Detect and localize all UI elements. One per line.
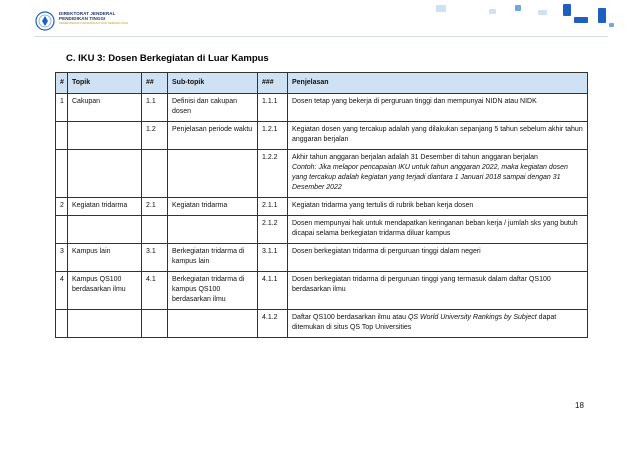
iku-table <box>55 72 588 338</box>
decorative-block <box>609 23 614 27</box>
cell-subtopik: Definisi dan cakupan dosen <box>168 94 258 122</box>
cell-subtopik: Kegiatan tridarma <box>168 198 258 216</box>
cell-code: 3.1.1 <box>258 244 288 272</box>
header-topik: Topik <box>68 73 142 94</box>
cell-no: 4 <box>56 272 68 310</box>
cell-penjelasan <box>288 150 588 198</box>
cell-subno: 3.1 <box>142 244 168 272</box>
cell-code: 2.1.1 <box>258 198 288 216</box>
cell-no: 1 <box>56 94 68 122</box>
penjelasan-example: Contoh: Jika melapor pencapaian IKU untuk tahun anggaran 2022, maka kegiatan dosen yang tercakup adalah kegiatan yang terjadi diantara 1 Januari 2018 sampai dengan 31 Desember 2022 <box>292 164 568 191</box>
org-name <box>59 12 179 25</box>
ministry-logo-icon <box>35 11 55 31</box>
cell-subtopik: Berkegiatan tridarma di kampus lain <box>168 244 258 272</box>
cell-code: 4.1.1 <box>258 272 288 310</box>
header-no: # <box>56 73 68 94</box>
cell-penjelasan: Dosen tetap yang bekerja di perguruan tinggi dan mempunyai NIDN atau NIDK <box>288 94 588 122</box>
cell-subtopik: Berkegiatan tridarma di kampus QS100 berdasarkan ilmu <box>168 272 258 310</box>
table-row <box>56 150 588 198</box>
table-row <box>56 94 588 122</box>
cell-topik <box>68 150 142 198</box>
table-row <box>56 198 588 216</box>
cell-no <box>56 122 68 150</box>
cell-no: 3 <box>56 244 68 272</box>
cell-topik: Kegiatan tridarma <box>68 198 142 216</box>
cell-penjelasan: Dosen berkegiatan tridarma di perguruan tinggi dalam negeri <box>288 244 588 272</box>
cell-subno: 1.1 <box>142 94 168 122</box>
penjelasan-tail: dapat ditemukan di situs QS Top Universities <box>292 314 557 331</box>
cell-no <box>56 310 68 338</box>
cell-topik <box>68 122 142 150</box>
header-divider <box>34 36 608 37</box>
decorative-block <box>436 5 446 12</box>
cell-penjelasan: Dosen berkegiatan tridarma di perguruan tinggi yang termasuk dalam daftar QS100 berdasarkan ilmu <box>288 272 588 310</box>
header-subno: ## <box>142 73 168 94</box>
cell-no <box>56 150 68 198</box>
cell-subtopik <box>168 150 258 198</box>
header-penjelasan: Penjelasan <box>288 73 588 94</box>
decorative-block <box>489 9 496 14</box>
cell-subno: 2.1 <box>142 198 168 216</box>
cell-subno <box>142 310 168 338</box>
table-row <box>56 122 588 150</box>
page-number: 18 <box>575 401 584 410</box>
cell-penjelasan: Dosen mempunyai hak untuk mendapatkan keringanan beban kerja / jumlah sks yang butuh dicapai selama berkegiatan tridarma diluar kampus <box>288 216 588 244</box>
cell-subno: 1.2 <box>142 122 168 150</box>
decorative-block <box>563 4 571 16</box>
cell-subno: 4.1 <box>142 272 168 310</box>
org-line1: DIREKTORAT JENDERAL <box>59 11 116 16</box>
table-row <box>56 272 588 310</box>
table-row <box>56 310 588 338</box>
cell-topik <box>68 310 142 338</box>
header-subtopik: Sub-topik <box>168 73 258 94</box>
section-title: C. IKU 3: Dosen Berkegiatan di Luar Kampus <box>66 53 269 64</box>
cell-code: 2.1.2 <box>258 216 288 244</box>
penjelasan-ranking-name: QS World University Rankings by Subject <box>407 314 537 321</box>
cell-penjelasan: Kegiatan tridarma yang tertulis di rubrik beban kerja dosen <box>288 198 588 216</box>
cell-subtopik <box>168 310 258 338</box>
decorative-block <box>538 10 547 15</box>
cell-code: 1.1.1 <box>258 94 288 122</box>
cell-topik: Kampus QS100 berdasarkan ilmu <box>68 272 142 310</box>
penjelasan-text: Daftar QS100 berdasarkan ilmu atau <box>292 314 408 321</box>
decorative-block <box>515 5 521 11</box>
cell-code: 1.2.2 <box>258 150 288 198</box>
table-row <box>56 244 588 272</box>
table-header-row <box>56 73 588 94</box>
cell-topik <box>68 216 142 244</box>
cell-penjelasan <box>288 310 588 338</box>
penjelasan-text: Akhir tahun anggaran berjalan adalah 31 Desember di tahun anggaran berjalan <box>292 154 538 161</box>
decorative-block <box>574 17 588 23</box>
cell-subno <box>142 150 168 198</box>
cell-topik: Kampus lain <box>68 244 142 272</box>
cell-subtopik <box>168 216 258 244</box>
org-tagline: KEMENTERIAN PENDIDIKAN DAN KEBUDAYAAN <box>59 21 128 25</box>
org-line2: PENDIDIKAN TINGGI <box>59 15 106 21</box>
decorative-block <box>598 8 606 23</box>
cell-code: 4.1.2 <box>258 310 288 338</box>
page-header <box>0 0 638 36</box>
header-code: ### <box>258 73 288 94</box>
cell-subno <box>142 216 168 244</box>
cell-code: 1.2.1 <box>258 122 288 150</box>
cell-no: 2 <box>56 198 68 216</box>
cell-subtopik: Penjelasan periode waktu <box>168 122 258 150</box>
cell-topik: Cakupan <box>68 94 142 122</box>
table-row <box>56 216 588 244</box>
cell-penjelasan: Kegiatan dosen yang tercakup adalah yang dilakukan sepanjang 5 tahun sebelum akhir tahun anggaran berjalan <box>288 122 588 150</box>
cell-no <box>56 216 68 244</box>
